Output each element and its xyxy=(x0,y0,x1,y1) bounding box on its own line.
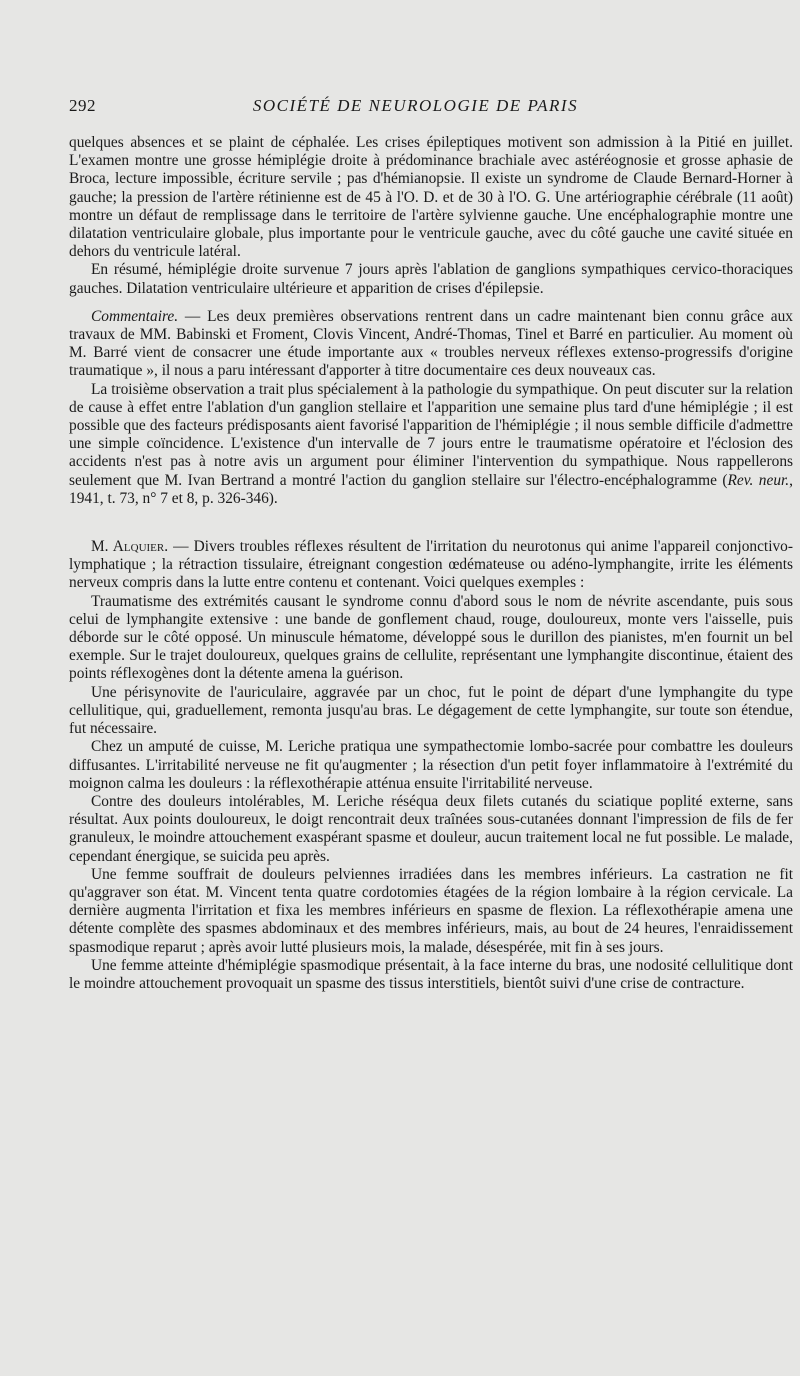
case-summary-paragraph: En résumé, hémiplégie droite survenue 7 jours après l'ablation de ganglions sympathiques cervico-thoraciques gauches. Dilatation ventriculaire ultérieure et apparition de crises d'épilepsie. xyxy=(69,261,793,297)
alquier-intro-paragraph xyxy=(69,538,793,593)
reference-details: , 1941, t. 73, n° 7 et 8, p. 326-346). xyxy=(69,471,794,507)
alquier-intro-text: — Divers troubles réflexes résultent de l'irritation du neurotonus qui anime l'appareil conjonctivo-lymphatique ; la rétraction tissulaire, étreignant congestion œdémateuse ou adéno-lymphangite, irrite les éléments nerveux compris dans la lutte entre contenu et contenant. Voici quelques exemples : xyxy=(69,538,793,592)
commentary-text: — Les deux premières observations rentrent dans un cadre maintenant bien connu grâce aux travaux de MM. Babinski et Froment, Clovis Vincent, André-Thomas, Tinel et Barré en particulier. Au moment où M. Barré vient de consacrer une étude importante aux « troubles nerveux réflexes extenso-progressifs d'origine traumatique », il nous a paru intéressant d'apporter à titre documentaire ces deux nouveaux cas. xyxy=(69,307,793,380)
body-text xyxy=(69,134,793,993)
journal-title: SOCIÉTÉ DE NEUROLOGIE DE PARIS xyxy=(252,96,579,115)
alquier-paragraph-perisynovite: Une périsynovite de l'auriculaire, aggravée par un choc, fut le point de départ d'une lymphangite du type cellulitique, qui, graduellement, remonta jusqu'au bras. Le dégagement de cette lymphangite, sur toute son étendue, fut nécessaire. xyxy=(69,683,793,738)
alquier-paragraph-hemiplegie: Une femme atteinte d'hémiplégie spasmodique présentait, à la face interne du bras, une nodosité cellulitique dont le moindre attouchement provoquait un spasme des tissus interstitiels, bientôt suivi d'une crise de contracture. xyxy=(69,956,793,992)
alquier-paragraph-femme-pelvienne: Une femme souffrait de douleurs pelviennes irradiées dans les membres inférieurs. La castration ne fit qu'aggraver son état. M. Vincent tenta quatre cordotomies étagées de la région lombaire à la région cervicale. La dernière augmenta l'irritation et fixa les membres inférieurs en spasme de flexion. La réflexothérapie amena une détente complète des spasmes abdominaux et des membres inférieurs, mais, au bout de 24 heures, l'enraidissement spasmodique reparut ; après avoir lutté plusieurs mois, la malade, désespérée, mit fin à ses jours. xyxy=(69,865,793,956)
alquier-paragraph-traumatisme: Traumatisme des extrémités causant le syndrome connu d'abord sous le nom de névrite ascendante, puis sous celui de lymphangite extensive : une bande de gonflement chaud, rouge, douloureux, monte vers l'aisselle, puis déborde sur le côté opposé. Un minuscule hématome, développé sous le durillon des pianistes, m'en fournit un bel exemple. Sur le trajet douloureux, quelques grains de cellulite, représentant une lymphangite discontinue, étaient des points réflexogènes dont la détente amena la guérison. xyxy=(69,592,793,683)
reference-journal: Rev. neur. xyxy=(727,471,790,489)
alquier-paragraph-ampute: Chez un amputé de cuisse, M. Leriche pratiqua une sympathectomie lombo-sacrée pour combattre les douleurs diffusantes. L'irritabilité nerveuse ne fit qu'augmenter ; la résection d'un petit foyer inflammatoire à l'extrémité du moignon calma les douleurs : la réflexothérapie atténua ensuite l'irritabilité nerveuse. xyxy=(69,738,793,792)
commentary-text-2: La troisième observation a trait plus spécialement à la pathologie du sympathique. On peut discuter sur la relation de cause à effet entre l'ablation d'un ganglion stellaire et l'apparition une semaine plus tard d'une hémiplégie ; il est possible que des facteurs prédisposants aient favorisé l'apparition de l'hémiplégie ; il nous semble difficile d'admettre une simple coïncidence. L'existence d'un intervalle de 7 jours entre le traumatisme opératoire et l'éclosion des accidents n'est pas à notre avis un argument pour éliminer l'intervention du sympathique. Nous rappellerons seulement que M. Ivan Bertrand a montré l'action du ganglion stellaire sur l'électro-encéphalogramme ( xyxy=(69,380,793,489)
commentary-paragraph xyxy=(69,308,793,381)
case-paragraph-continued: quelques absences et se plaint de céphalée. Les crises épileptiques motivent son admission à la Pitié en juillet. L'examen montre une grosse hémiplégie droite à prédominance brachiale avec astéréognosie et grosse aphasie de Broca, lecture impossible, écriture servile ; pas d'hémianopsie. Il existe un syndrome de Claude Bernard-Horner à gauche; la pression de l'artère rétinienne est de 45 à l'O. D. et de 30 à l'O. G. Une artériographie cérébrale (11 août) montre un défaut de remplissage dans le territoire de l'artère sylvienne gauche. Une encéphalographie montre une dilatation ventriculaire globale, plus importante pour le ventricule gauche, avec du côté gauche une cavité située en dehors du ventricule latéral. xyxy=(69,134,793,261)
running-head xyxy=(69,96,762,122)
commentary-label: Commentaire. xyxy=(91,307,179,325)
page-number: 292 xyxy=(69,96,96,115)
commentary-paragraph-2 xyxy=(69,381,793,508)
alquier-author: M. Alquier. xyxy=(91,538,169,556)
alquier-paragraph-douleurs: Contre des douleurs intolérables, M. Leriche réséqua deux filets cutanés du sciatique poplité externe, sans résultat. Aux points douloureux, le doigt rencontrait deux traînées sous-cutanées donnant l'impression de fils de fer granuleux, le moindre attouchement exaspérant spasme et douleur, aucun traitement local ne fut possible. Le malade, cependant énergique, se suicida peu après. xyxy=(69,792,793,865)
